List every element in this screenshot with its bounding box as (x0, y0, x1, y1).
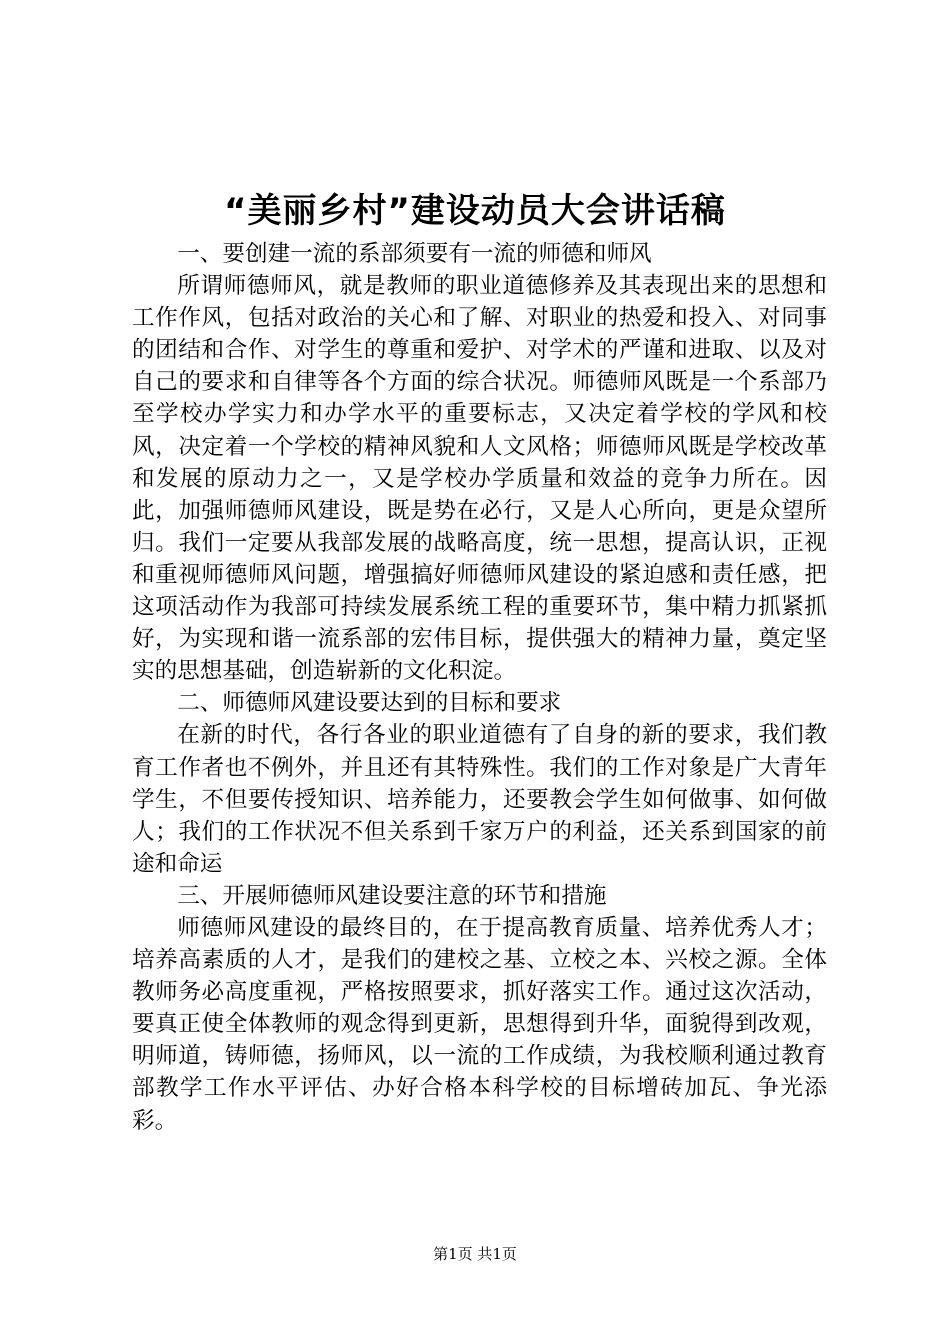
page-footer: 第1页 共1页 (433, 1245, 517, 1263)
paragraph-2: 在新的时代，各行各业的职业道德有了自身的新的要求，我们教育工作者也不例外，并且还有其特殊性。我们的工作对象是广大青年学生，不但要传授知识、培养能力，还要教会学生如何做事、如何做人；我们的工作状况不但关系到千家万户的利益，还关系到国家的前途和命运 (132, 722, 827, 877)
paragraph-1: 所谓师德师风，就是教师的职业道德修养及其表现出来的思想和工作作风，包括对政治的关心和了解、对职业的热爱和投入、对同事的团结和合作、对学生的尊重和爱护、对学术的严谨和进取、以及对自己的要求和自律等各个方面的综合状况。师德师风既是一个系部乃至学校办学实力和办学水平的重要标志，又决定着学校的学风和校风，决定着一个学校的精神风貌和人文风格；师德师风既是学校改革和发展的原动力之一，又是学校办学质量和效益的竞争力所在。因此，加强师德师风建设，既是势在必行，又是人心所向，更是众望所归。我们一定要从我部发展的战略高度，统一思想，提高认识，正视和重视师德师风问题，增强搞好师德师风建设的紧迫感和责任感，把这项活动作为我部可持续发展系统工程的重要环节，集中精力抓紧抓好，为实现和谐一流系部的宏伟目标，提供强大的精神力量，奠定坚实的思想基础，创造崭新的文化积淀。 (132, 273, 827, 685)
document-title: “美丽乡村”建设动员大会讲话稿 (224, 191, 726, 231)
paragraph-3: 师德师风建设的最终目的，在于提高教育质量、培养优秀人才；培养高素质的人才，是我们的建校之基、立校之本、兴校之源。全体教师务必高度重视，严格按照要求，抓好落实工作。通过这次活动，要真正使全体教师的观念得到更新，思想得到升华，面貌得到改观，明师道，铸师德，扬师风，以一流的工作成绩，为我校顺利通过教育部教学工作水平评估、办好合格本科学校的目标增砖加瓦、争光添彩。 (132, 914, 827, 1134)
section-heading-3: 三、开展师德师风建设要注意的环节和措施 (177, 882, 607, 909)
section-heading-2: 二、师德师风建设要达到的目标和要求 (177, 690, 562, 717)
document-body (132, 238, 827, 1137)
section-heading-1: 一、要创建一流的系部须要有一流的师德和师风 (177, 241, 652, 267)
